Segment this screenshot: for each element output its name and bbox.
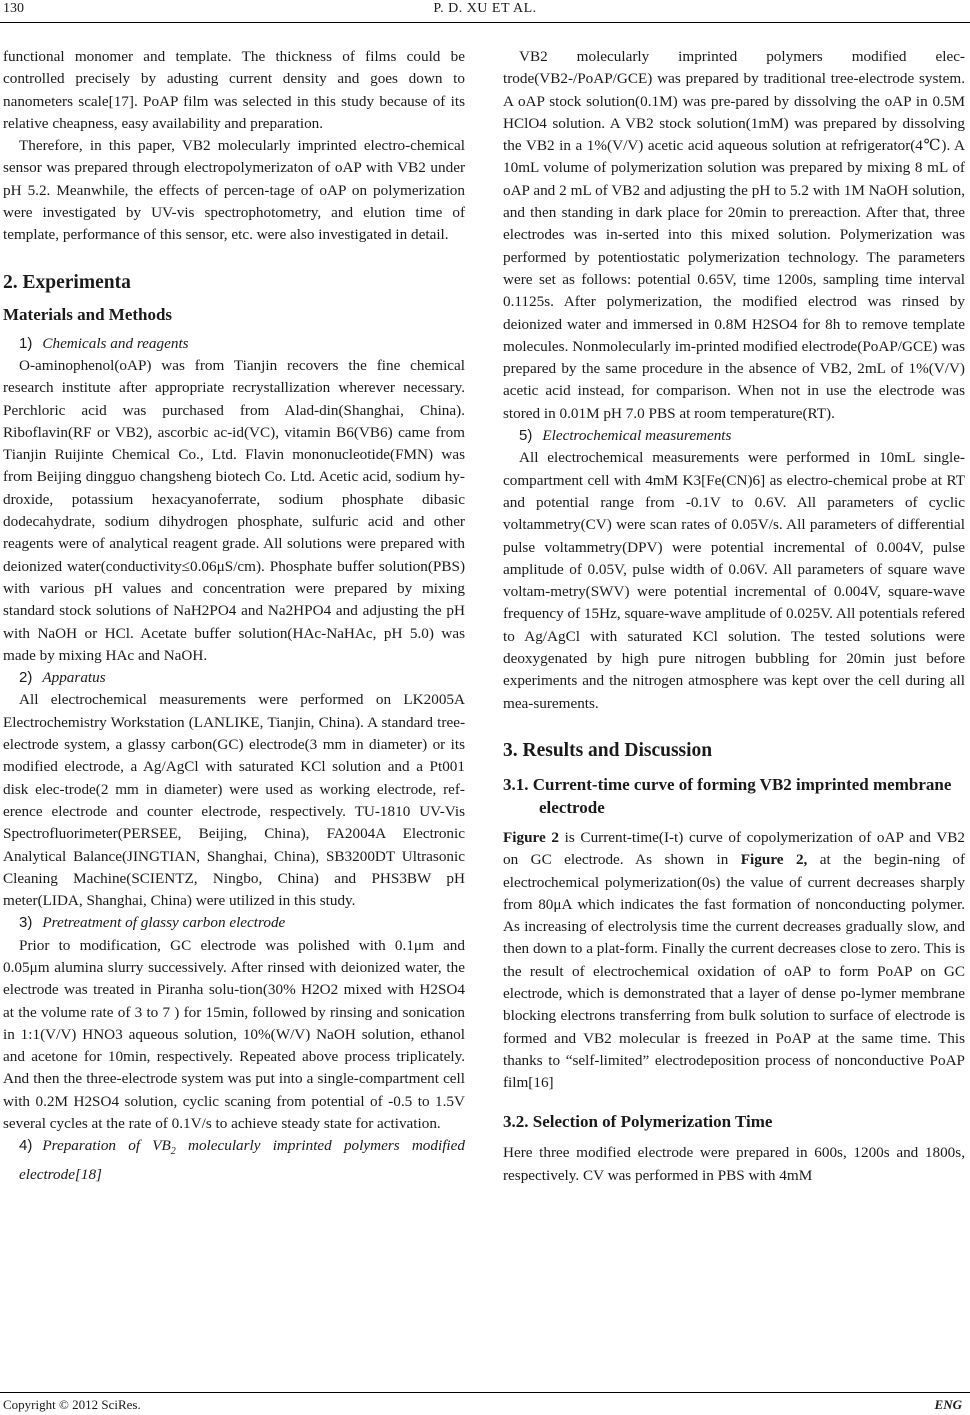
- paragraph: functional monomer and template. The thickness of films could be controlled precisely by adusting current density and goes down to nanometers scale[17]. PoAP film was selected in this study because of its relative cheapness, easy availability and preparation.: [3, 48, 465, 132]
- subheading-title: Chemicals and reagents: [42, 334, 189, 352]
- subheading-preparation: [3, 1135, 465, 1186]
- subheading-apparatus: [3, 667, 465, 689]
- subheading-number: 1): [19, 334, 33, 352]
- copyright: Copyright © 2012 SciRes.: [3, 1397, 141, 1412]
- paragraph: O-aminophenol(oAP) was from Tianjin recovers the fine chemical research institute after appropriate recrystallization wherever necessary. Perchloric acid was purchased from Alad-din(Shanghai, China). Riboflavin(RF or VB2), ascorbic ac-id(VC), vitamin B6(VB6) came from Tianjin Ruijinte Chemical Co., Ltd. Flavin mononucleotide(FMN) was from Beijing dingguo changsheng biotech Co. Ltd. Acetic acid, sodium hy-droxide, potassium hexacyanoferrate, sodium phosphate dibasic dodecahydrate, sodium dihydrogen phosphate, sulfuric acid and other reagents were of analytical reagent grade. All solutions were prepared with deionized water(conductivity≤0.06μS/cm). Phosphate buffer solution(PBS) with various pH values and concentration were prepared by mixing standard stock solutions of NaH2PO4 and Na2HPO4 and adjusting the pH with NaOH or HCl. Acetate buffer solution(HAc-NaHAc, pH 5.0) was made by mixing HAc and NaOH.: [3, 356, 465, 664]
- page-footer: [0, 1392, 970, 1415]
- section-heading-results: 3. Results and Discussion: [503, 739, 713, 761]
- subheading-title: Pretreatment of glassy carbon electrode: [42, 914, 286, 932]
- subsection-heading-3-2: 3.2. Selection of Polymerization Time: [503, 1112, 773, 1132]
- paragraph: All electrochemical measurements were performed in 10mL single-compartment cell with 4mM K3[Fe(CN)6] as electro-chemical probe at RT and potential range from -0.1V to 0.6V. All parameters of cyclic voltammetry(CV) were scan rates of 0.05V/s. All parameters of differential pulse voltammetry(DPV) were potential incremental of 0.004V, pulse amplitude of 0.05V, pulse width of 0.06V. All parameters of square wave voltam-metry(SWV) were potential incremental of 0.004V, square-wave frequency of 15Hz, square-wave amplitude of 0.025V. All potentials refered to Ag/AgCl with saturated KCl solution. The tested solutions were deoxygenated by high pure nitrogen bubbling for 20min just before experiments and the nitrogen atmosphere was kept over the cell during all mea-surements.: [503, 449, 965, 712]
- subsection-heading-materials: Materials and Methods: [3, 304, 173, 324]
- figure-reference: Figure 2,: [740, 851, 808, 869]
- paragraph: Here three modified electrode were prepared in 600s, 1200s and 1800s, respectively. CV was performed in PBS with 4mM: [503, 1144, 965, 1184]
- subheading-number: 3): [19, 914, 33, 932]
- paragraph: Therefore, in this paper, VB2 molecularly imprinted electro-chemical sensor was prepared through electropolymerizaton of oAP with VB2 under pH 5.2. Meanwhile, the effects of percen-tage of oAP on polymerization were investigated by UV-vis spectrophotometry, and elution time of template, performance of this sensor, etc. were also investigated in detail.: [3, 137, 465, 244]
- subheading-number: 5): [519, 427, 533, 445]
- subheading-number: 4): [19, 1137, 33, 1155]
- subheading-number: 2): [19, 669, 33, 687]
- subheading-title: Apparatus: [42, 669, 106, 687]
- figure-reference: Figure 2: [503, 828, 559, 846]
- paragraph: Prior to modification, GC electrode was polished with 0.1μm and 0.05μm alumina slurry successively. After rinsed with deionized water, the electrode was treated in Piranha solu-tion(30% H2O2 mixed with H2SO4 at the volume rate of 3 to 7 ) for 15min, followed by rinsing and sonication in 1:1(V/V) HNO3 aqueous solution, 10%(W/V) NaOH solution, ethanol and acetone for 10min, respectively. Repeated above process triplicately. And then the three-electrode system was put into a single-compartment cell with 0.2M H2SO4 solution, cyclic scaning from potential of -0.5 to 1.5V several cycles at the rate of 0.1V/s to achieve steady state for activation.: [3, 936, 465, 1133]
- subsection-heading-3-1: 3.1. Current-time curve of forming VB2 imprinted membrane electrode: [503, 774, 952, 817]
- section-heading-experimenta: 2. Experimenta: [3, 271, 131, 293]
- journal-abbrev: ENG: [934, 1397, 962, 1412]
- paragraph: Figure 2 is Current-time(I-t) curve of copolymerization of oAP and VB2 on GC electrode. As shown in Figure 2, at the begin-ning of electrochemical polymerization(0s) the value of current decreases sharply from 80μA which indicates the fast formation of nonconducting polymer. As increasing of electrolysis time the current decreases gradually slow, and then down to a plat-form. Finally the current decreases close to zero. This is the result of electrochemical oxidation of oAP to form PoAP on GC electrode, which is demonstrated that a layer of dense po-lymer membrane blocking electrons transferring from bulk solution to surface of electrode is formed and VB2 molecular is freezed in PoAP at the same time. This thanks to “self-limited” electrodeposition process of nonconductive PoAP film[16]: [503, 828, 965, 1092]
- paragraph: VB2 molecularly imprinted polymers modified elec-trode(VB2-/PoAP/GCE) was prepared by traditional tree-electrode system. A oAP stock solution(0.1M) was pre-pared by dissolving the oAP in 0.5M HClO4 solution. A VB2 stock solution(1mM) was prepared by dissolving the VB2 in a 1%(V/V) acetic acid aqueous solution at refrigerator(4℃). A 10mL volume of polymerization solution was prepared by mixing 8 mL of oAP and 2 mL of VB2 and adjusting the pH to 5.2 with 1M NaOH solution, and then standing in dark place for 20min to prereaction. After that, three electrodes was in-serted into this mixed solution. Polymerization was performed by potentiostatic polymerization technology. The parameters were set as follows: potential 0.65V, time 1200s, sampling time interval 0.1125s. After polymerization, the modified electrod was rinsed by deionized water and immersed in 0.8M H2SO4 for 8h to remove template molecules. Nonmolecularly im-printed modified electrode(PoAP/GCE) was prepared by the same procedure in the absence of VB2, 2mL of 1%(V/V) acetic acid instead, for comparison. When not in use the electrode was stored in 0.01M pH 7.0 PBS at room temperature(RT).: [503, 48, 965, 422]
- left-column: [3, 46, 465, 1186]
- subheading-pretreatment: [3, 912, 465, 934]
- page-number: 130: [3, 1, 24, 16]
- paragraph: All electrochemical measurements were performed on LK2005A Electrochemistry Workstation (LANLIKE, Tianjin, China). A standard tree-electrode system, a glassy carbon(GC) electrode(3 mm in diameter) or its modified electrode, a Ag/AgCl with saturated KCl solution and a Pt001 disk elec-trode(2 mm in diameter) were used as working electrode, ref-erence electrode and counter electrode, respectively. TU-1810 UV-Vis Spectrofluorimeter(PERSEE, Beijing, China), FA2004A Electronic Analytical Balance(JINGTIAN, Shanghai, China), SB3200DT Ultrasonic Cleaning Machine(SCIENTZ, Ningbo, China) and PHS3BW pH meter(LIDA, Shanghai, China) were utilized in this study.: [3, 691, 465, 910]
- subheading-title: Electrochemical measurements: [542, 427, 732, 445]
- subheading-title: Preparation of $VB_2$ molecularly imprinted polymers modified electrode[18]: [19, 1137, 465, 1183]
- right-column: [503, 46, 965, 1187]
- subheading-electrochemical-measurements: [503, 425, 965, 447]
- page-header: [0, 0, 970, 23]
- running-title: P. D. XU ET AL.: [433, 1, 537, 16]
- subheading-chemicals: [3, 333, 465, 355]
